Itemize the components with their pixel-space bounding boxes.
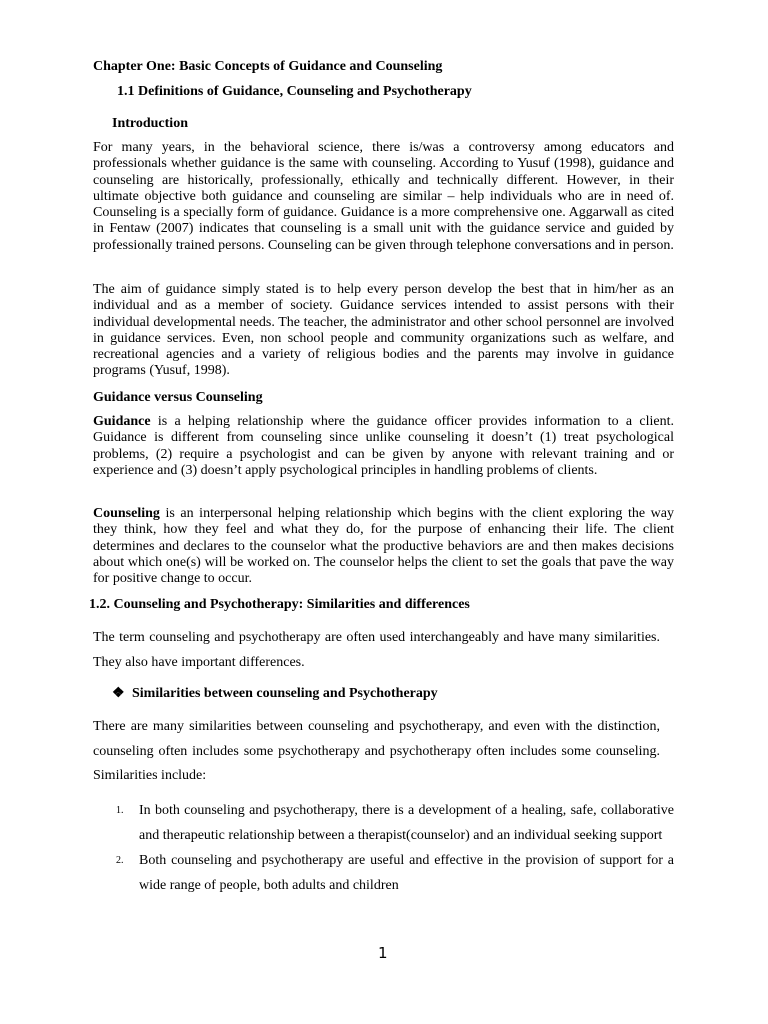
intro-paragraph-1: For many years, in the behavioral science, there is/was a controversy among educators and professionals whether guidance is the same with counseling. According to Yusuf (1998), guidance and counseling are historically, professionally, ethically and technically different. However, in their ultimate objective both guidance and counseling are similar – help individuals who are in need of. Counseling is a specially form of guidance. Guidance is a more comprehensive one. Aggarwall as cited in Fentaw (2007) indicates that counseling is a small unit with the guidance service and guided by professionally trained persons. Counseling can be given through telephone conversations and in person. xyxy=(93,140,674,253)
similarities-paragraph: There are many similarities between counseling and psychotherapy, and even with the distinction, counseling often includes some psychotherapy and psychotherapy often includes some counseling. Similarities include: xyxy=(93,719,660,783)
list-item xyxy=(116,798,674,848)
similarities-heading: Similarities between counseling and Psychotherapy xyxy=(132,686,438,701)
intro-paragraph-2: The aim of guidance simply stated is to help every person develop the best that in him/her as an individual and as a member of society. Guidance services intended to assist persons with their individual developmental needs. The teacher, the administrator and other school personnel are involved in guidance services. Even, non school people and community organizations such as welfare, and recreational agencies and a variety of religious bodies and the parents may involve in guidance programs (Yusuf, 1998). xyxy=(93,282,674,379)
section-1-2-title: 1.2. Counseling and Psychotherapy: Similarities and differences xyxy=(89,597,470,612)
counseling-definition xyxy=(93,506,674,587)
list-item-text: Both counseling and psychotherapy are useful and effective in the provision of support for a wide range of people, both adults and children xyxy=(139,853,674,893)
list-item-number: 1. xyxy=(116,805,124,816)
page-number: 1 xyxy=(378,944,388,962)
section-1-1-title: 1.1 Definitions of Guidance, Counseling and Psychotherapy xyxy=(117,84,472,99)
guidance-definition xyxy=(93,414,674,479)
introduction-heading: Introduction xyxy=(112,116,188,131)
list-item-text: In both counseling and psychotherapy, there is a development of a healing, safe, collaborative and therapeutic relationship between a therapist(counselor) and an individual seeking support xyxy=(139,803,674,843)
chapter-title: Chapter One: Basic Concepts of Guidance and Counseling xyxy=(93,59,443,74)
list-item-number: 2. xyxy=(116,855,124,866)
diamond-bullet-icon: ❖ xyxy=(112,686,125,701)
similarities-list xyxy=(116,798,674,898)
section-1-2-paragraph: The term counseling and psychotherapy are often used interchangeably and have many similarities. They also have important differences. xyxy=(93,630,660,670)
guidance-definition-text: is a helping relationship where the guidance officer provides information to a client. Guidance is different from counseling since unlike counseling it doesn’t (1) treat psychological problems, (2) require a psychologist and can be given by anyone with relevant training and or experience and (3) doesn’t apply psychological principles in handling problems of clients. xyxy=(93,414,674,478)
counseling-term: Counseling xyxy=(93,506,160,521)
guidance-vs-counseling-heading: Guidance versus Counseling xyxy=(93,390,263,405)
guidance-term: Guidance xyxy=(93,414,151,429)
list-item xyxy=(116,848,674,898)
similarities-heading-row xyxy=(112,685,438,702)
counseling-definition-text: is an interpersonal helping relationship which begins with the client exploring the way they think, how they feel and what they do, for the purpose of enhancing their life. The client determines and declares to the counselor what the productive behaviors are and then makes decisions about which one(s) will be worked on. The counselor helps the client to set the goals that pave the way for positive change to occur. xyxy=(93,506,674,587)
